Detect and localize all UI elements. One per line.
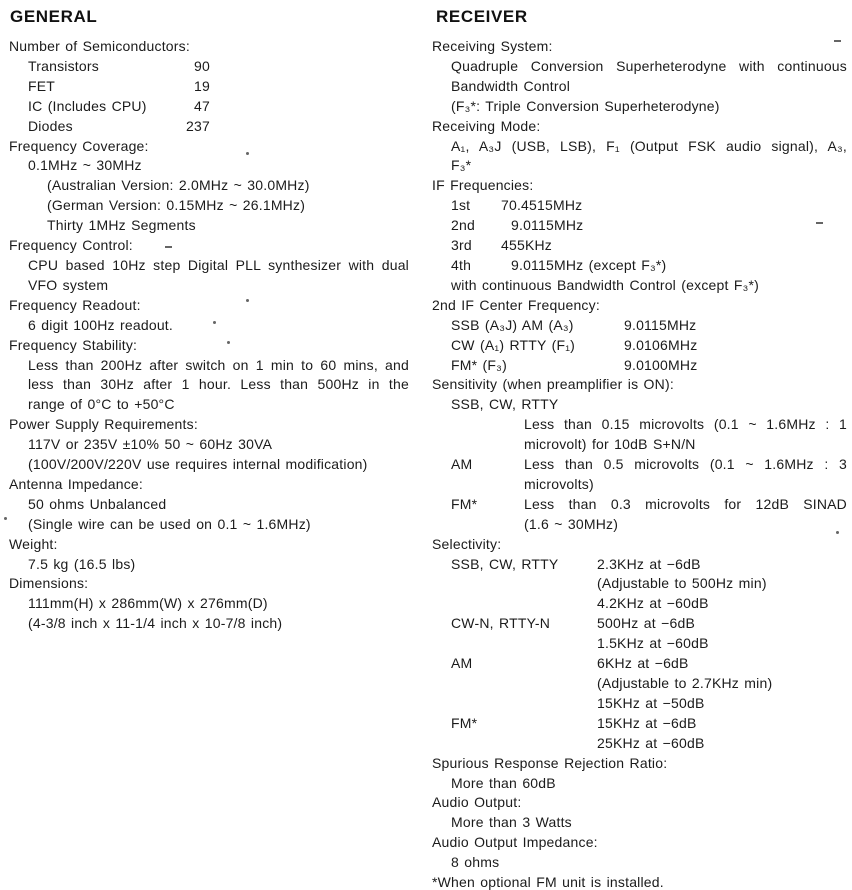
sensitivity-mode: FM*	[451, 495, 478, 512]
frequency-stability-line: less than 30Hz after 1 hour. Less than 500Hz in the	[28, 376, 409, 393]
sensitivity-mode: AM	[451, 456, 473, 473]
if-value: 9.0115MHz	[511, 217, 584, 234]
frequency-readout-label: Frequency Readout:	[9, 296, 141, 313]
frequency-readout-value: 6 digit 100Hz readout.	[28, 316, 173, 333]
receiving-mode-label: Receiving Mode:	[432, 117, 541, 134]
if-ordinal: 4th	[451, 256, 472, 273]
antenna-impedance-label: Antenna Impedance:	[9, 475, 144, 492]
scan-artifact	[213, 321, 216, 324]
scan-artifact	[165, 246, 172, 248]
sensitivity-value-line: (1.6 ~ 30MHz)	[524, 515, 619, 532]
general-column	[9, 6, 409, 634]
selectivity-value-line: 6KHz at −6dB	[597, 655, 689, 672]
power-supply-label: Power Supply Requirements:	[9, 416, 198, 433]
second-if-value: 9.0115MHz	[624, 316, 697, 333]
selectivity-label: Selectivity:	[432, 535, 502, 552]
scan-artifact	[227, 341, 230, 344]
spurious-label: Spurious Response Rejection Ratio:	[432, 754, 668, 771]
frequency-stability-line: range of 0°C to +50°C	[28, 396, 175, 413]
antenna-impedance-note: (Single wire can be used on 0.1 ~ 1.6MHz)	[28, 515, 311, 532]
selectivity-value-line: 1.5KHz at −60dB	[597, 635, 709, 652]
second-if-label: 2nd IF Center Frequency:	[432, 296, 600, 313]
second-if-row-fm	[432, 356, 847, 376]
second-if-mode: FM* (F₃)	[451, 356, 507, 373]
spurious-value: More than 60dB	[451, 774, 556, 791]
semiconductor-count: 237	[186, 117, 210, 134]
semiconductor-row-fet	[9, 77, 409, 97]
if-frequency-row-3rd	[432, 236, 847, 256]
if-value: 455KHz	[501, 237, 553, 254]
semiconductor-name: Diodes	[28, 117, 73, 134]
semiconductor-row-ic	[9, 97, 409, 117]
receiving-system-line: Bandwidth Control	[451, 77, 570, 94]
if-ordinal: 2nd	[451, 217, 475, 234]
sensitivity-mode-ssb: SSB, CW, RTTY	[451, 396, 559, 413]
sensitivity-value	[524, 455, 847, 495]
scan-artifact	[836, 531, 839, 534]
receiving-mode-line: A₁, A₃J (USB, LSB), F₁ (Output FSK audio signal), A₃,	[451, 137, 847, 154]
selectivity-row-am	[432, 654, 847, 714]
fm-unit-footnote: *When optional FM unit is installed.	[432, 874, 664, 890]
selectivity-value	[597, 714, 847, 754]
semiconductor-count: 19	[194, 77, 210, 94]
selectivity-value-line: 500Hz at −6dB	[597, 615, 696, 632]
selectivity-value-line: 15KHz at −50dB	[597, 694, 705, 711]
receiver-column	[432, 6, 847, 890]
if-frequencies-note: with continuous Bandwidth Control (except F₃*)	[451, 276, 760, 293]
receiving-system-note: (F₃*: Triple Conversion Superheterodyne)	[451, 97, 720, 114]
selectivity-value	[597, 614, 847, 654]
semiconductor-name: IC (Includes CPU)	[28, 97, 147, 114]
frequency-control-line: VFO system	[28, 276, 109, 293]
dimensions-label: Dimensions:	[9, 575, 89, 592]
if-ordinal: 1st	[451, 197, 471, 214]
semiconductor-name: Transistors	[28, 57, 99, 74]
audio-output-label: Audio Output:	[432, 794, 522, 811]
sensitivity-label: Sensitivity (when preamplifier is ON):	[432, 376, 674, 393]
frequency-coverage-segments: Thirty 1MHz Segments	[47, 217, 196, 234]
selectivity-mode: SSB, CW, RTTY	[451, 555, 559, 572]
sensitivity-row-fm	[432, 495, 847, 535]
scan-artifact	[834, 40, 841, 42]
dimensions-value: 111mm(H) x 286mm(W) x 276mm(D)	[28, 595, 268, 612]
weight-value: 7.5 kg (16.5 lbs)	[28, 555, 136, 572]
power-supply-note: (100V/200V/220V use requires internal modification)	[28, 456, 368, 473]
sensitivity-value	[524, 495, 847, 535]
frequency-coverage-label: Frequency Coverage:	[9, 137, 149, 154]
selectivity-value-line: 2.3KHz at −6dB	[597, 555, 701, 572]
semiconductor-row-transistors	[9, 57, 409, 77]
second-if-row-cw-rtty	[432, 336, 847, 356]
sensitivity-value-line: Less than 0.3 microvolts for 12dB SINAD	[524, 495, 847, 512]
if-ordinal: 3rd	[451, 237, 472, 254]
semiconductor-row-diodes	[9, 117, 409, 137]
weight-label: Weight:	[9, 535, 58, 552]
if-value: 9.0115MHz (except F₃*)	[511, 256, 667, 273]
selectivity-value-line: 4.2KHz at −60dB	[597, 595, 709, 612]
second-if-value: 9.0100MHz	[624, 356, 698, 373]
receiving-mode-line: F₃*	[451, 157, 472, 174]
frequency-coverage-range: 0.1MHz ~ 30MHz	[28, 157, 142, 174]
audio-impedance-label: Audio Output Impedance:	[432, 834, 598, 851]
scan-artifact	[4, 517, 7, 520]
antenna-impedance-value: 50 ohms Unbalanced	[28, 495, 167, 512]
if-frequency-row-1st	[432, 196, 847, 216]
second-if-mode: SSB (A₃J) AM (A₃)	[451, 316, 574, 333]
selectivity-value-line: 15KHz at −6dB	[597, 714, 697, 731]
semiconductor-name: FET	[28, 77, 56, 94]
scan-artifact	[246, 299, 249, 302]
semiconductor-count: 90	[194, 57, 210, 74]
sensitivity-row-am	[432, 455, 847, 495]
receiving-system-line: Quadruple Conversion Superheterodyne with continuous	[451, 57, 847, 74]
selectivity-value-line: (Adjustable to 500Hz min)	[597, 575, 767, 592]
selectivity-row-fm	[432, 714, 847, 754]
frequency-stability-label: Frequency Stability:	[9, 336, 138, 353]
semiconductor-count: 47	[194, 97, 210, 114]
selectivity-mode: FM*	[451, 714, 478, 731]
if-value: 70.4515MHz	[501, 197, 583, 214]
frequency-coverage-german: (German Version: 0.15MHz ~ 26.1MHz)	[47, 197, 306, 214]
scan-artifact	[246, 152, 249, 155]
second-if-value: 9.0106MHz	[624, 336, 698, 353]
selectivity-value	[597, 555, 847, 615]
selectivity-mode: AM	[451, 655, 473, 672]
selectivity-mode: CW-N, RTTY-N	[451, 615, 551, 632]
sensitivity-value-line: Less than 0.5 microvolts (0.1 ~ 1.6MHz : 3	[524, 456, 847, 473]
frequency-control-line: CPU based 10Hz step Digital PLL synthesizer with dual	[28, 256, 409, 273]
if-frequencies-label: IF Frequencies:	[432, 177, 534, 194]
frequency-control-label: Frequency Control:	[9, 237, 133, 254]
selectivity-value-line: (Adjustable to 2.7KHz min)	[597, 675, 773, 691]
general-heading: GENERAL	[10, 7, 98, 26]
if-frequency-row-4th	[432, 256, 847, 276]
second-if-mode: CW (A₁) RTTY (F₁)	[451, 336, 576, 353]
selectivity-value	[597, 654, 847, 714]
dimensions-note: (4-3/8 inch x 11-1/4 inch x 10-7/8 inch)	[28, 615, 283, 632]
audio-output-value: More than 3 Watts	[451, 814, 572, 831]
audio-impedance-value: 8 ohms	[451, 854, 500, 871]
selectivity-row-cwn	[432, 614, 847, 654]
receiving-system-label: Receiving System:	[432, 38, 553, 54]
frequency-coverage-australian: (Australian Version: 2.0MHz ~ 30.0MHz)	[47, 177, 310, 194]
power-supply-value: 117V or 235V ±10% 50 ~ 60Hz 30VA	[28, 436, 273, 453]
sensitivity-value-line: microvolt) for 10dB S+N/N	[524, 436, 696, 453]
if-frequency-row-2nd	[432, 216, 847, 236]
receiver-heading: RECEIVER	[436, 7, 528, 26]
second-if-row-ssb-am	[432, 316, 847, 336]
frequency-stability-line: Less than 200Hz after switch on 1 min to 60 mins, and	[28, 356, 409, 373]
sensitivity-value-line: microvolts)	[524, 475, 594, 492]
selectivity-row-ssb	[432, 555, 847, 615]
scan-artifact	[816, 222, 823, 224]
selectivity-value-line: 25KHz at −60dB	[597, 734, 705, 751]
semiconductors-label: Number of Semiconductors:	[9, 38, 190, 54]
sensitivity-value-line: Less than 0.15 microvolts (0.1 ~ 1.6MHz : 1	[524, 416, 847, 433]
